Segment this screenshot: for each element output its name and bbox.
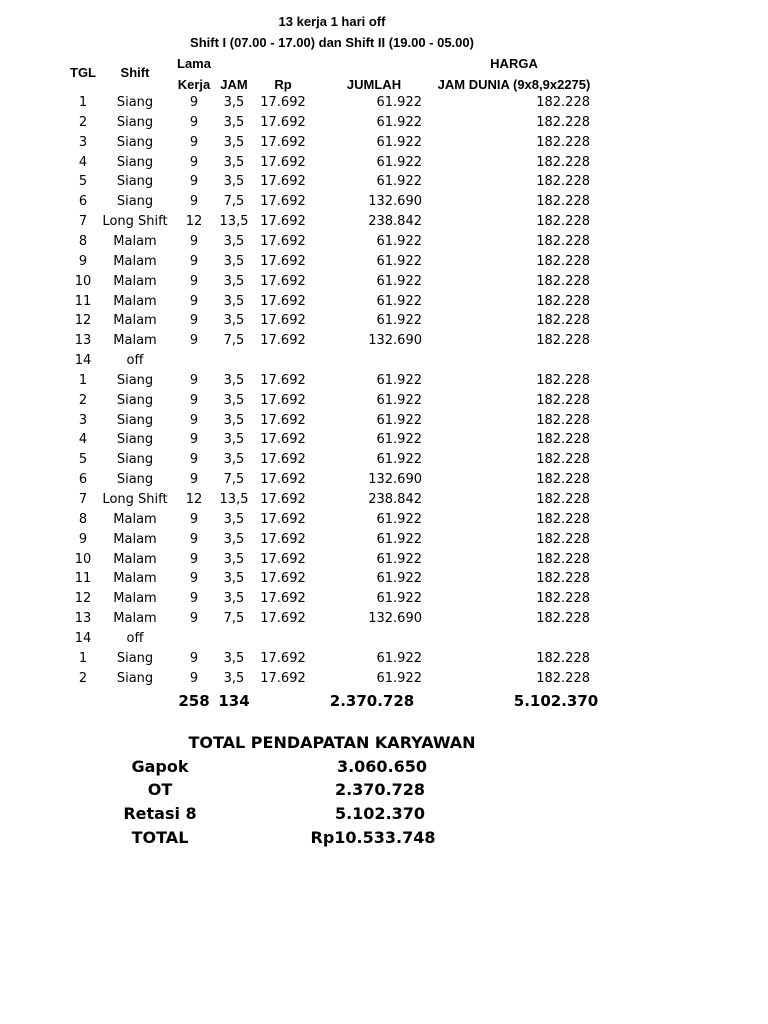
summary-value-ot: 2.370.728 [334,780,426,799]
cell-tgl: 3 [78,134,88,150]
cell-tgl: 3 [78,412,88,428]
cell-shift: Siang [116,194,154,210]
cell-shift: Long Shift [102,214,168,230]
document-subtitle: Shift I (07.00 - 17.00) dan Shift II (19.00 - 05.00) [190,35,474,50]
cell-kerja: 9 [189,273,199,289]
cell-jumlah: 61.922 [376,273,422,289]
cell-rp: 17.692 [260,531,306,547]
cell-kerja: 12 [185,214,203,230]
cell-harga: 182.228 [536,134,590,150]
cell-harga: 182.228 [536,333,590,349]
cell-rp: 17.692 [260,313,306,329]
cell-kerja: 9 [189,591,199,607]
cell-tgl: 2 [78,392,88,408]
cell-rp: 17.692 [260,571,306,587]
cell-jumlah: 61.922 [376,154,422,170]
summary-title: TOTAL PENDAPATAN KARYAWAN [188,733,476,752]
cell-shift: Siang [116,134,154,150]
cell-tgl: 9 [78,531,88,547]
cell-kerja: 9 [189,670,199,686]
total-harga: 5.102.370 [513,692,599,710]
header-jam-dunia: JAM DUNIA (9x8,9x2275) [437,77,591,92]
cell-jumlah: 61.922 [376,551,422,567]
cell-harga: 182.228 [536,412,590,428]
cell-tgl: 4 [78,432,88,448]
cell-tgl: 14 [74,630,92,646]
cell-jumlah: 238.842 [368,492,422,507]
cell-harga: 182.228 [536,154,590,170]
cell-harga: 182.228 [536,511,590,527]
cell-jumlah: 61.922 [376,670,422,686]
document-title: 13 kerja 1 hari off [278,14,386,29]
cell-shift: Malam [113,531,157,547]
cell-harga: 182.228 [536,174,590,190]
cell-tgl: 7 [78,214,88,230]
cell-tgl: 11 [74,293,92,309]
cell-rp: 17.692 [260,650,306,666]
cell-jam: 3,5 [223,432,245,448]
cell-tgl: 10 [74,551,92,567]
cell-kerja: 9 [189,114,199,130]
cell-rp: 17.692 [260,95,306,110]
cell-jumlah: 61.922 [376,134,422,150]
cell-rp: 17.692 [260,233,306,249]
cell-jam: 3,5 [223,452,245,468]
cell-rp: 17.692 [260,611,306,627]
cell-shift: Siang [116,432,154,448]
cell-rp: 17.692 [260,114,306,130]
cell-shift: Malam [113,273,157,289]
cell-kerja: 9 [189,571,199,587]
cell-rp: 17.692 [260,392,306,408]
cell-jumlah: 132.690 [368,472,422,488]
cell-jam: 3,5 [223,114,245,130]
cell-tgl: 7 [78,492,88,507]
cell-jam: 3,5 [223,134,245,150]
total-kerja: 258 [178,692,210,710]
cell-harga: 182.228 [536,253,590,269]
cell-harga: 182.228 [536,591,590,607]
cell-rp: 17.692 [260,670,306,686]
cell-jumlah: 61.922 [376,452,422,468]
cell-harga: 182.228 [536,432,590,448]
cell-harga: 182.228 [536,233,590,249]
cell-shift: Siang [116,392,154,408]
cell-shift: Siang [116,670,154,686]
cell-jumlah: 132.690 [368,194,422,210]
cell-shift: Malam [113,571,157,587]
cell-jam: 7,5 [223,194,245,210]
cell-tgl: 2 [78,670,88,686]
cell-jam: 3,5 [223,591,245,607]
cell-tgl: 9 [78,253,88,269]
cell-jam: 3,5 [223,233,245,249]
cell-rp: 17.692 [260,273,306,289]
cell-harga: 182.228 [536,214,590,230]
cell-jumlah: 61.922 [376,412,422,428]
cell-jam: 3,5 [223,650,245,666]
cell-harga: 182.228 [536,194,590,210]
header-tgl: TGL [70,65,96,80]
cell-shift: Malam [113,591,157,607]
cell-tgl: 6 [78,472,88,488]
cell-tgl: 6 [78,194,88,210]
cell-rp: 17.692 [260,432,306,448]
header-jumlah: JUMLAH [346,77,402,92]
cell-jumlah: 132.690 [368,333,422,349]
cell-rp: 17.692 [260,511,306,527]
cell-shift: Siang [116,95,154,110]
cell-jumlah: 238.842 [368,214,422,230]
cell-kerja: 9 [189,174,199,190]
cell-jam: 3,5 [223,372,245,388]
cell-jumlah: 61.922 [376,313,422,329]
cell-rp: 17.692 [260,174,306,190]
cell-jumlah: 61.922 [376,95,422,110]
cell-jumlah: 61.922 [376,114,422,130]
cell-tgl: 10 [74,273,92,289]
cell-rp: 17.692 [260,154,306,170]
cell-jam: 7,5 [223,472,245,488]
header-harga: HARGA [490,56,538,71]
summary-label-retasi: Retasi 8 [123,804,197,823]
cell-jam: 13,5 [219,492,249,507]
summary-label-ot: OT [147,780,173,799]
cell-jam: 13,5 [219,214,249,230]
cell-harga: 182.228 [536,452,590,468]
cell-tgl: 2 [78,114,88,130]
cell-jam: 3,5 [223,412,245,428]
cell-jam: 3,5 [223,154,245,170]
cell-jam: 7,5 [223,333,245,349]
cell-shift: Malam [113,233,157,249]
summary-label-gapok: Gapok [131,757,189,776]
cell-jumlah: 61.922 [376,571,422,587]
cell-jam: 3,5 [223,392,245,408]
cell-jam: 3,5 [223,253,245,269]
cell-jam: 7,5 [223,611,245,627]
cell-harga: 182.228 [536,611,590,627]
cell-jumlah: 132.690 [368,611,422,627]
cell-shift: Siang [116,472,154,488]
cell-tgl: 13 [74,333,92,349]
cell-shift: Siang [116,412,154,428]
summary-value-total: Rp10.533.748 [310,828,436,847]
cell-jam: 3,5 [223,174,245,190]
cell-jam: 3,5 [223,670,245,686]
cell-rp: 17.692 [260,253,306,269]
cell-kerja: 9 [189,650,199,666]
cell-harga: 182.228 [536,551,590,567]
cell-jumlah: 61.922 [376,591,422,607]
cell-kerja: 9 [189,392,199,408]
cell-rp: 17.692 [260,293,306,309]
cell-shift: off [126,353,144,369]
cell-shift: Malam [113,253,157,269]
cell-kerja: 9 [189,313,199,329]
cell-tgl: 8 [78,511,88,527]
cell-kerja: 9 [189,452,199,468]
cell-jumlah: 61.922 [376,174,422,190]
cell-tgl: 4 [78,154,88,170]
header-lama: Lama [177,56,211,71]
cell-tgl: 14 [74,353,92,369]
cell-harga: 182.228 [536,114,590,130]
cell-rp: 17.692 [260,134,306,150]
cell-jam: 3,5 [223,571,245,587]
cell-shift: Malam [113,551,157,567]
cell-jumlah: 61.922 [376,253,422,269]
cell-rp: 17.692 [260,333,306,349]
cell-kerja: 9 [189,372,199,388]
cell-rp: 17.692 [260,412,306,428]
cell-tgl: 1 [78,650,88,666]
cell-tgl: 12 [74,313,92,329]
cell-kerja: 9 [189,611,199,627]
cell-shift: Malam [113,313,157,329]
cell-harga: 182.228 [536,531,590,547]
cell-tgl: 5 [78,174,88,190]
cell-harga: 182.228 [536,392,590,408]
cell-harga: 182.228 [536,472,590,488]
total-jumlah: 2.370.728 [329,692,415,710]
cell-shift: Siang [116,452,154,468]
cell-kerja: 9 [189,95,199,110]
header-rp: Rp [274,77,292,92]
summary-value-gapok: 3.060.650 [336,757,428,776]
cell-jam: 3,5 [223,511,245,527]
cell-kerja: 9 [189,253,199,269]
summary-label-total: TOTAL [131,828,189,847]
header-shift: Shift [120,65,150,80]
cell-jumlah: 61.922 [376,293,422,309]
cell-harga: 182.228 [536,670,590,686]
cell-jumlah: 61.922 [376,392,422,408]
summary-value-retasi: 5.102.370 [334,804,426,823]
cell-shift: Siang [116,650,154,666]
cell-harga: 182.228 [536,313,590,329]
cell-harga: 182.228 [536,492,590,507]
cell-shift: Malam [113,611,157,627]
cell-kerja: 9 [189,551,199,567]
cell-tgl: 12 [74,591,92,607]
cell-jumlah: 61.922 [376,531,422,547]
cell-tgl: 13 [74,611,92,627]
cell-kerja: 12 [185,492,203,507]
cell-harga: 182.228 [536,293,590,309]
cell-rp: 17.692 [260,472,306,488]
cell-harga: 182.228 [536,571,590,587]
cell-rp: 17.692 [260,194,306,210]
cell-harga: 182.228 [536,650,590,666]
cell-shift: Long Shift [102,492,168,507]
cell-jam: 3,5 [223,293,245,309]
cell-jumlah: 61.922 [376,233,422,249]
cell-kerja: 9 [189,531,199,547]
cell-kerja: 9 [189,233,199,249]
cell-shift: Siang [116,372,154,388]
header-jam: JAM [220,77,248,92]
cell-jumlah: 61.922 [376,432,422,448]
cell-shift: Siang [116,174,154,190]
cell-rp: 17.692 [260,551,306,567]
cell-shift: Siang [116,154,154,170]
cell-jam: 3,5 [223,551,245,567]
cell-kerja: 9 [189,333,199,349]
cell-rp: 17.692 [260,372,306,388]
cell-kerja: 9 [189,511,199,527]
cell-jumlah: 61.922 [376,372,422,388]
cell-shift: off [126,630,144,646]
header-kerja: Kerja [177,77,211,92]
cell-harga: 182.228 [536,273,590,289]
total-jam: 134 [218,692,250,710]
cell-tgl: 8 [78,233,88,249]
cell-shift: Malam [113,333,157,349]
cell-shift: Siang [116,114,154,130]
cell-jumlah: 61.922 [376,650,422,666]
cell-kerja: 9 [189,194,199,210]
cell-jumlah: 61.922 [376,511,422,527]
cell-kerja: 9 [189,432,199,448]
cell-kerja: 9 [189,412,199,428]
cell-tgl: 1 [78,95,88,110]
cell-jam: 3,5 [223,273,245,289]
cell-rp: 17.692 [260,492,306,507]
cell-shift: Malam [113,511,157,527]
cell-harga: 182.228 [536,372,590,388]
cell-kerja: 9 [189,293,199,309]
cell-tgl: 1 [78,372,88,388]
cell-kerja: 9 [189,472,199,488]
cell-jam: 3,5 [223,313,245,329]
cell-kerja: 9 [189,134,199,150]
cell-tgl: 5 [78,452,88,468]
cell-rp: 17.692 [260,452,306,468]
cell-jam: 3,5 [223,95,245,110]
cell-rp: 17.692 [260,214,306,230]
cell-harga: 182.228 [536,95,590,110]
cell-jam: 3,5 [223,531,245,547]
cell-kerja: 9 [189,154,199,170]
cell-shift: Malam [113,293,157,309]
cell-tgl: 11 [74,571,92,587]
cell-rp: 17.692 [260,591,306,607]
